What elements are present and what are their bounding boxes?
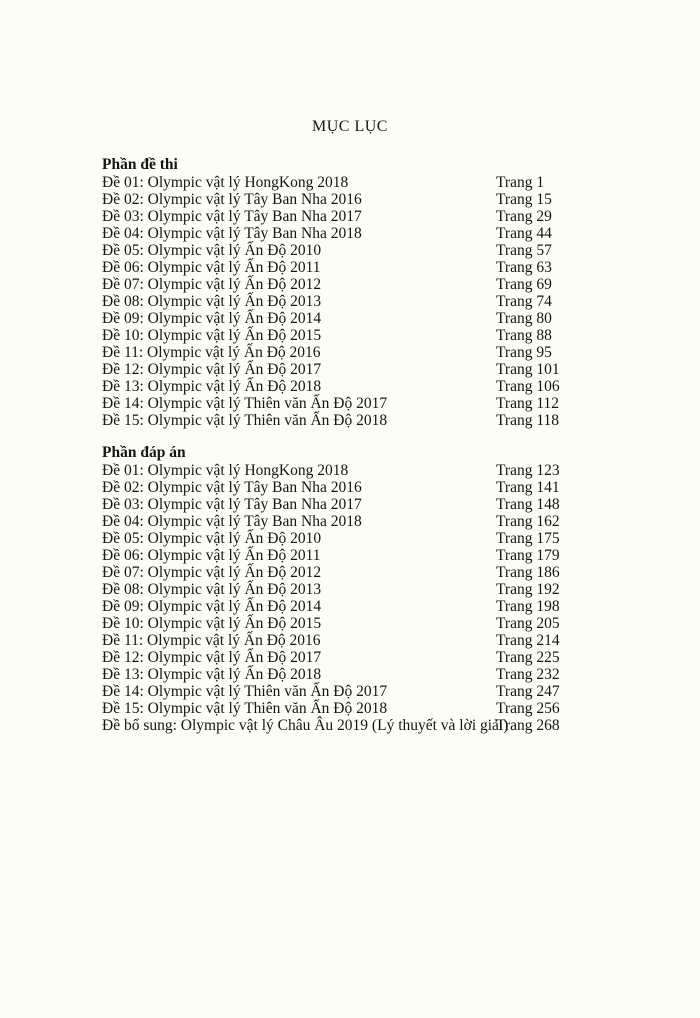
toc-entry-page: Trang 15	[496, 191, 552, 208]
toc-entry-page: Trang 88	[496, 327, 552, 344]
toc-entry-title: Đề 14: Olympic vật lý Thiên văn Ấn Độ 2017	[102, 395, 388, 412]
toc-entry-title: Đề 02: Olympic vật lý Tây Ban Nha 2016	[102, 479, 362, 496]
toc-entry-title: Đề 14: Olympic vật lý Thiên văn Ấn Độ 2017	[102, 683, 388, 700]
toc-entry-title: Đề 09: Olympic vật lý Ấn Độ 2014	[102, 598, 322, 615]
toc-entry	[102, 700, 572, 717]
toc-entry-page: Trang 232	[496, 666, 560, 683]
toc-entry	[102, 649, 572, 666]
toc-entry-page: Trang 205	[496, 615, 560, 632]
toc-entry-title: Đề 06: Olympic vật lý Ấn Độ 2011	[102, 259, 321, 276]
toc-entry-page: Trang 268	[496, 717, 560, 734]
toc-entry-title: Đề 08: Olympic vật lý Ấn Độ 2013	[102, 581, 322, 598]
toc-entry	[102, 208, 572, 225]
toc-entry-title: Đề 05: Olympic vật lý Ấn Độ 2010	[102, 530, 322, 547]
toc-entry	[102, 378, 572, 395]
toc-entry	[102, 225, 572, 242]
toc-entry	[102, 547, 572, 564]
toc-entry-page: Trang 95	[496, 344, 552, 361]
toc-entry-page: Trang 80	[496, 310, 552, 327]
toc-entry	[102, 564, 572, 581]
toc-entry	[102, 632, 572, 649]
toc-entry-title: Đề 04: Olympic vật lý Tây Ban Nha 2018	[102, 225, 362, 242]
toc-entry-title: Đề 08: Olympic vật lý Ấn Độ 2013	[102, 293, 322, 310]
toc-entry	[102, 717, 572, 734]
toc-entry-page: Trang 141	[496, 479, 560, 496]
page-title: MỤC LỤC	[312, 118, 388, 135]
toc-entry-title: Đề 03: Olympic vật lý Tây Ban Nha 2017	[102, 208, 362, 225]
toc-entry-title: Đề 04: Olympic vật lý Tây Ban Nha 2018	[102, 513, 362, 530]
toc-entry-title: Đề 01: Olympic vật lý HongKong 2018	[102, 174, 349, 191]
toc-entry-title: Đề bổ sung: Olympic vật lý Châu Âu 2019 (Lý thuyết và lời giải)	[102, 717, 509, 734]
toc-entry-page: Trang 256	[496, 700, 560, 717]
toc-entry	[102, 344, 572, 361]
toc-entry-page: Trang 162	[496, 513, 560, 530]
toc-entry-title: Đề 10: Olympic vật lý Ấn Độ 2015	[102, 327, 322, 344]
toc-entry	[102, 462, 572, 479]
toc-entry	[102, 479, 572, 496]
toc-entry	[102, 598, 572, 615]
toc-entry	[102, 242, 572, 259]
toc-entry-page: Trang 179	[496, 547, 560, 564]
toc-entry	[102, 310, 572, 327]
toc-entry-page: Trang 63	[496, 259, 552, 276]
toc-entry-title: Đề 03: Olympic vật lý Tây Ban Nha 2017	[102, 496, 362, 513]
toc-entry	[102, 259, 572, 276]
toc-entry-page: Trang 118	[496, 412, 560, 429]
toc-list	[102, 174, 572, 429]
section-heading: Phần đề thi	[102, 156, 178, 173]
toc-entry-page: Trang 214	[496, 632, 560, 649]
toc-entry	[102, 496, 572, 513]
toc-entry-title: Đề 01: Olympic vật lý HongKong 2018	[102, 462, 349, 479]
toc-entry-page: Trang 44	[496, 225, 552, 242]
section-exams	[102, 156, 572, 429]
toc-entry	[102, 395, 572, 412]
toc-entry-page: Trang 106	[496, 378, 560, 395]
toc-entry-page: Trang 1	[496, 174, 545, 191]
toc-entry	[102, 276, 572, 293]
toc-entry-title: Đề 09: Olympic vật lý Ấn Độ 2014	[102, 310, 322, 327]
toc-entry	[102, 530, 572, 547]
toc-entry-title: Đề 11: Olympic vật lý Ấn Độ 2016	[102, 344, 321, 361]
toc-entry	[102, 513, 572, 530]
toc-entry-page: Trang 225	[496, 649, 560, 666]
toc-entry	[102, 581, 572, 598]
toc-entry	[102, 293, 572, 310]
section-heading: Phần đáp án	[102, 444, 186, 461]
toc-entry-title: Đề 11: Olympic vật lý Ấn Độ 2016	[102, 632, 321, 649]
toc-entry-title: Đề 15: Olympic vật lý Thiên văn Ấn Độ 2018	[102, 700, 388, 717]
toc-entry-page: Trang 247	[496, 683, 560, 700]
toc-entry-title: Đề 13: Olympic vật lý Ấn Độ 2018	[102, 378, 322, 395]
toc-entry-title: Đề 12: Olympic vật lý Ấn Độ 2017	[102, 649, 322, 666]
toc-entry-page: Trang 175	[496, 530, 560, 547]
toc-entry-title: Đề 07: Olympic vật lý Ấn Độ 2012	[102, 276, 322, 293]
toc-entry	[102, 683, 572, 700]
toc-entry-page: Trang 112	[496, 395, 560, 412]
toc-entry-page: Trang 57	[496, 242, 552, 259]
toc-entry-page: Trang 101	[496, 361, 560, 378]
toc-entry-page: Trang 74	[496, 293, 552, 310]
toc-entry	[102, 412, 572, 429]
toc-entry-page: Trang 123	[496, 462, 560, 479]
toc-entry-title: Đề 15: Olympic vật lý Thiên văn Ấn Độ 2018	[102, 412, 388, 429]
toc-entry	[102, 615, 572, 632]
toc-entry-page: Trang 186	[496, 564, 560, 581]
toc-entry	[102, 191, 572, 208]
toc-entry	[102, 174, 572, 191]
toc-entry-title: Đề 10: Olympic vật lý Ấn Độ 2015	[102, 615, 322, 632]
toc-entry-title: Đề 13: Olympic vật lý Ấn Độ 2018	[102, 666, 322, 683]
toc-entry-page: Trang 29	[496, 208, 552, 225]
toc-entry-title: Đề 07: Olympic vật lý Ấn Độ 2012	[102, 564, 322, 581]
toc-entry-title: Đề 05: Olympic vật lý Ấn Độ 2010	[102, 242, 322, 259]
toc-entry-page: Trang 69	[496, 276, 552, 293]
toc-entry-page: Trang 198	[496, 598, 560, 615]
section-answers	[102, 444, 572, 734]
toc-entry-title: Đề 06: Olympic vật lý Ấn Độ 2011	[102, 547, 321, 564]
toc-entry	[102, 666, 572, 683]
toc-entry	[102, 327, 572, 344]
toc-entry-page: Trang 148	[496, 496, 560, 513]
toc-list	[102, 462, 572, 734]
toc-entry-page: Trang 192	[496, 581, 560, 598]
toc-entry	[102, 361, 572, 378]
toc-entry-title: Đề 02: Olympic vật lý Tây Ban Nha 2016	[102, 191, 362, 208]
toc-entry-title: Đề 12: Olympic vật lý Ấn Độ 2017	[102, 361, 322, 378]
